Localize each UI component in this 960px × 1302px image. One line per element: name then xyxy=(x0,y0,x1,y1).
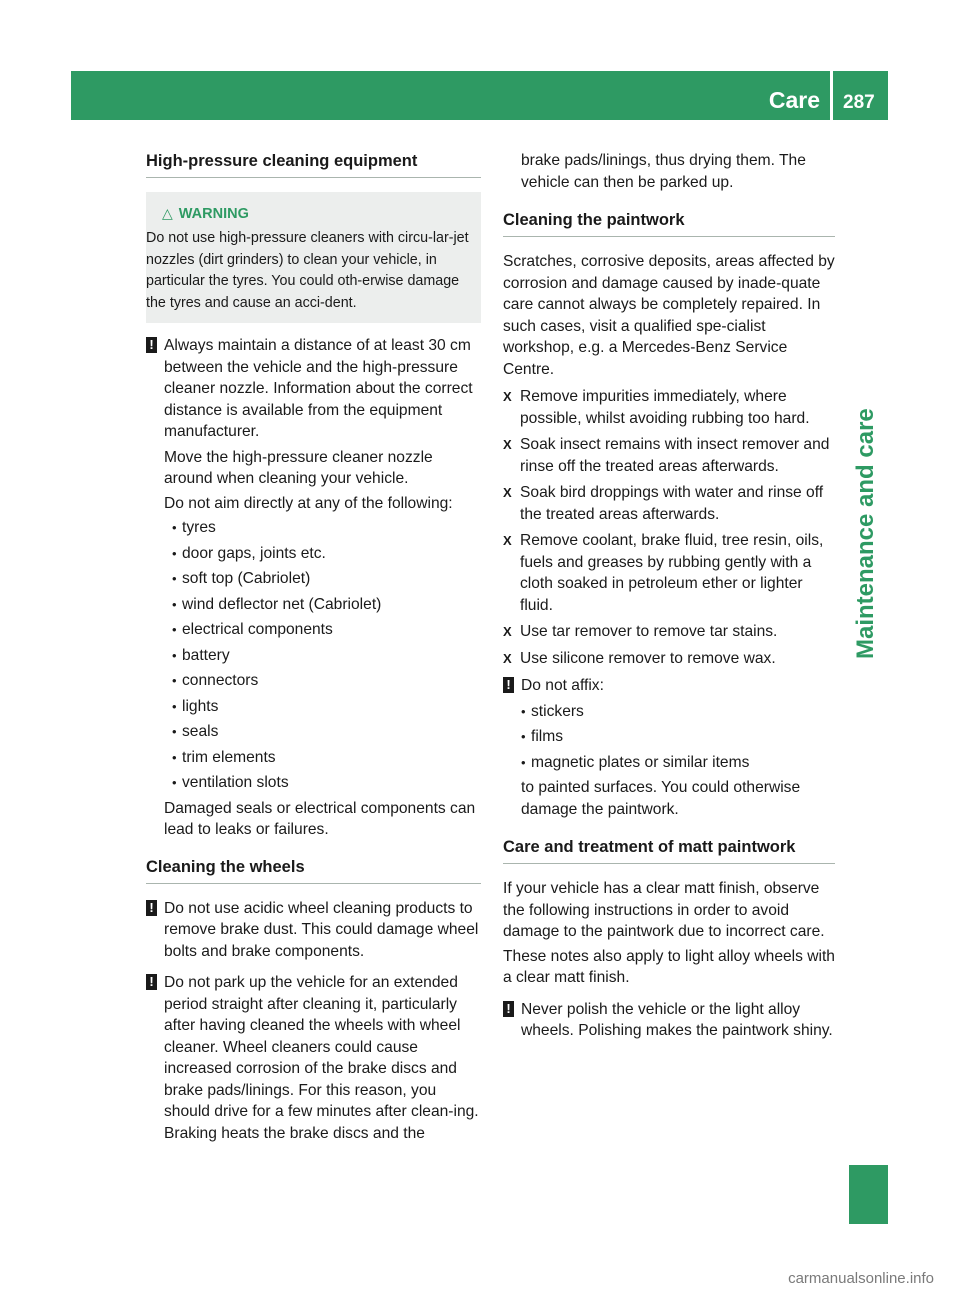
list-item: • seals xyxy=(172,721,481,743)
exclamation-icon: ! xyxy=(146,337,157,353)
step-arrow-icon: X xyxy=(503,533,512,548)
note-text: Always maintain a distance of at least 30 cm between the vehicle and the high-pressure cleaner nozzle. Information about the correct distance is available from the equipment manufacturer. xyxy=(164,337,473,440)
exclamation-icon: ! xyxy=(503,677,514,693)
note-text: Do not park up the vehicle for an extended period straight after cleaning it, particularly after having cleaned the wheels with wheel cleaner. Wheel cleaners could cause increased corrosion of the brake discs and brake pads/linings. For this reason, you should drive for a few minutes after clean-ing. Braking heats the brake discs and the xyxy=(164,974,479,1142)
step-item xyxy=(503,530,835,616)
list-item: • battery xyxy=(172,645,481,667)
note-text: Do not use acidic wheel cleaning products to remove brake dust. This could damage wheel bolts and brake components. xyxy=(164,899,479,960)
list-item: • soft top (Cabriolet) xyxy=(172,568,481,590)
list-item: • magnetic plates or similar items xyxy=(521,752,835,774)
paragraph-move-nozzle: Move the high-pressure cleaner nozzle around when cleaning your vehicle. xyxy=(164,448,433,487)
side-tab-label: Maintenance and care xyxy=(852,408,879,659)
note-do-not-affix xyxy=(503,675,835,697)
list-item: • trim elements xyxy=(172,747,481,769)
step-text: Remove impurities immediately, where possible, whilst avoiding rubbing too hard. xyxy=(520,388,810,427)
note-acidic-cleaner xyxy=(146,898,481,963)
paragraph-alloy-wheels: These notes also apply to light alloy wheels with a clear matt finish. xyxy=(503,947,835,986)
list-item: • stickers xyxy=(521,701,835,723)
section-heading-matt: Care and treatment of matt paintwork xyxy=(503,836,835,864)
paragraph-do-not-aim: Do not aim directly at any of the following: xyxy=(164,494,453,512)
step-text: Use tar remover to remove tar stains. xyxy=(520,623,778,640)
note-text: Do not affix: xyxy=(521,677,604,694)
paragraph-wheels-continued: brake pads/linings, thus drying them. The vehicle can then be parked up. xyxy=(521,152,806,191)
warning-text: Do not use high-pressure cleaners with circu-lar-jet nozzles (dirt grinders) to clean your vehicle, in particular the tyres. You could oth-erwise damage the tyres and cause an acci-dent. xyxy=(146,230,469,311)
list-item: • connectors xyxy=(172,670,481,692)
exclamation-icon: ! xyxy=(146,974,157,990)
section-heading-high-pressure: High-pressure cleaning equipment xyxy=(146,150,481,178)
paragraph-matt-intro: If your vehicle has a clear matt finish, observe the following instructions in order to avoid damage to the paintwork due to incorrect care. xyxy=(503,880,825,940)
step-arrow-icon: X xyxy=(503,650,512,666)
list-item: • tyres xyxy=(172,517,481,539)
step-text: Soak bird droppings with water and rinse off the treated areas afterwards. xyxy=(520,484,824,523)
paintwork-steps xyxy=(503,386,835,669)
step-item xyxy=(503,434,835,477)
step-item xyxy=(503,482,835,525)
paragraph-paintwork-intro: Scratches, corrosive deposits, areas affected by corrosion and damage caused by inade-quate care cannot always be completely repaired. In such cases, visit a qualified spe-cialist workshop, e.g. a Mercedes-Benz Service Centre. xyxy=(503,253,835,378)
note-text: Never polish the vehicle or the light alloy wheels. Polishing makes the paintwork shiny. xyxy=(521,1000,833,1039)
step-item xyxy=(503,621,835,643)
step-text: Use silicone remover to remove wax. xyxy=(520,649,776,667)
paragraph-painted-surfaces: to painted surfaces. You could otherwise damage the paintwork. xyxy=(521,779,801,818)
step-arrow-icon: X xyxy=(503,389,512,404)
step-arrow-icon: X xyxy=(503,437,512,452)
note-distance xyxy=(146,335,481,443)
exclamation-icon: ! xyxy=(503,1001,514,1017)
note-never-polish xyxy=(503,999,835,1042)
step-text: Remove coolant, brake fluid, tree resin, oils, fuels and greases by rubbing gently with a cloth soaked in petroleum ether or lighter fluid. xyxy=(520,532,824,614)
step-item xyxy=(503,386,835,429)
right-column xyxy=(503,150,835,1046)
step-arrow-icon: X xyxy=(503,485,512,500)
list-item: • electrical components xyxy=(172,619,481,641)
exclamation-icon: ! xyxy=(146,900,157,916)
paragraph-damaged-seals: Damaged seals or electrical components can lead to leaks or failures. xyxy=(164,799,476,838)
header-divider xyxy=(830,71,833,120)
warning-box xyxy=(146,192,481,323)
aim-list xyxy=(146,517,481,794)
side-tab-marker xyxy=(849,1165,888,1224)
list-item: • wind deflector net (Cabriolet) xyxy=(172,594,481,616)
step-text: Soak insect remains with insect remover and rinse off the treated areas afterwards. xyxy=(520,436,830,475)
section-title: Care xyxy=(768,87,820,113)
step-item xyxy=(503,648,835,670)
list-item: • films xyxy=(521,726,835,748)
list-item: • lights xyxy=(172,696,481,718)
warning-triangle-icon: △ xyxy=(162,205,173,221)
section-heading-paintwork: Cleaning the paintwork xyxy=(503,209,835,237)
warning-title xyxy=(146,203,473,224)
list-item: • door gaps, joints etc. xyxy=(172,543,481,565)
header-bar xyxy=(71,71,888,120)
step-arrow-icon: X xyxy=(503,624,512,639)
note-park-up xyxy=(146,972,481,1144)
list-item: • ventilation slots xyxy=(172,772,481,794)
left-column xyxy=(146,150,481,1148)
warning-label: WARNING xyxy=(178,206,249,222)
affix-list xyxy=(503,701,835,774)
footer-watermark: carmanualsonline.info xyxy=(788,1270,934,1287)
section-heading-wheels: Cleaning the wheels xyxy=(146,856,481,884)
page-number: 287 xyxy=(843,92,875,113)
